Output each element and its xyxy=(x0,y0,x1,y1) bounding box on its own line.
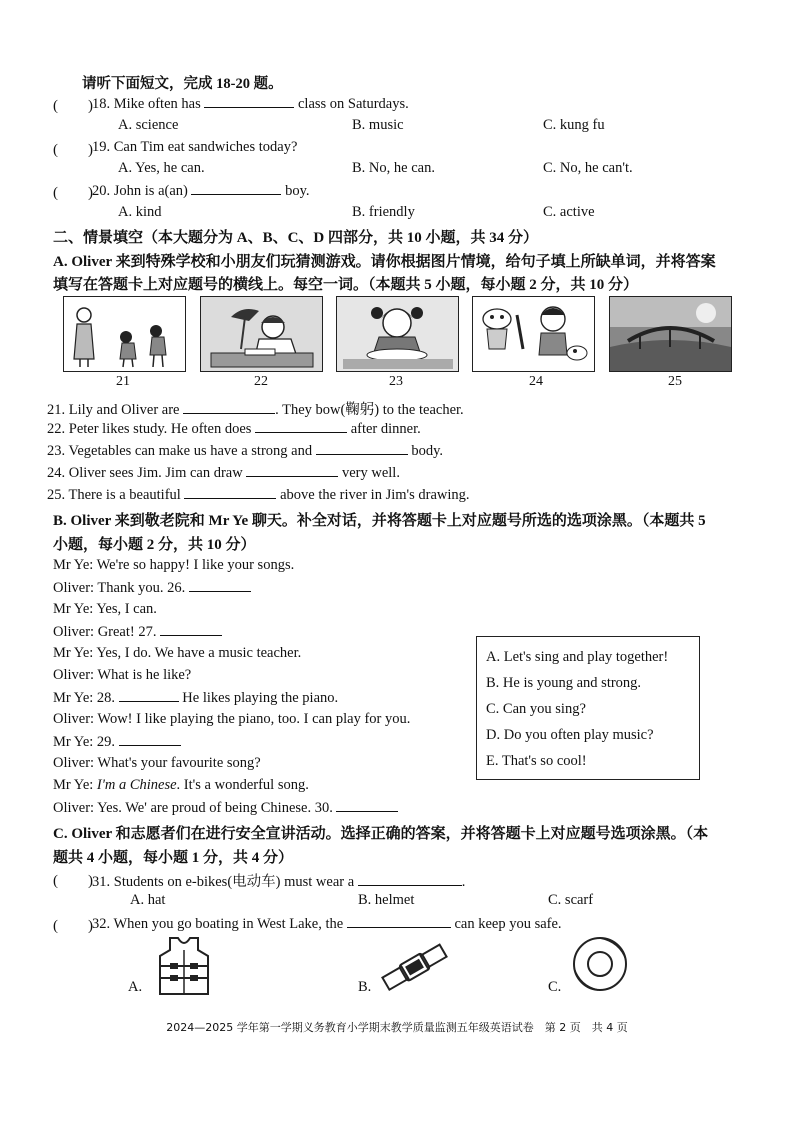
option-32a-label: A. xyxy=(128,979,143,995)
dialogue-line-10: Oliver: What's your favourite song? xyxy=(53,755,261,771)
dialogue-line-7 xyxy=(53,689,338,707)
question-32-stem: 32. When you go boating in West Lake, the xyxy=(92,916,344,932)
dialogue-option-a: A. Let's sing and play together! xyxy=(486,649,669,665)
answer-paren-18[interactable]: ( ) xyxy=(53,98,93,114)
answer-paren-19[interactable]: ( ) xyxy=(53,142,93,158)
question-18-stem-end: class on Saturdays. xyxy=(297,96,409,112)
dialogue-option-d: D. Do you often play music? xyxy=(486,727,654,743)
dialogue-option-b: B. He is young and strong. xyxy=(486,675,642,691)
picture-25 xyxy=(609,296,732,372)
sentence-22-after: after dinner. xyxy=(350,421,421,437)
partC-intro-line1: C. Oliver 和志愿者们在进行安全宣讲活动。选择正确的答案，并将答题卡上对应题号选项涂黑。（本 xyxy=(53,826,709,842)
partA-intro-line2: 填写在答题卡上对应题号的横线上。每空一词。（本题共 5 小题，每小题 2 分，共 10 分） xyxy=(53,277,639,293)
picture-24 xyxy=(472,296,595,372)
sentence-21 xyxy=(47,398,464,419)
life-buoy-icon[interactable] xyxy=(570,934,630,994)
option-31b: B. helmet xyxy=(358,892,415,908)
sentence-24-before: 24. Oliver sees Jim. Jim can draw xyxy=(47,465,243,481)
section2-title: 二、情景填空（本大题分为 A、B、C、D 四部分，共 10 小题，共 34 分） xyxy=(53,230,539,246)
question-18-stem: 18. Mike often has xyxy=(92,96,201,112)
dialogue-option-c: C. Can you sing? xyxy=(486,701,586,717)
girl-eating-vegetables-icon xyxy=(337,297,458,371)
blank-24[interactable] xyxy=(246,464,338,477)
option-19b: B. No, he can. xyxy=(352,160,435,176)
dialogue-line-4 xyxy=(53,623,222,641)
teacher-and-kids-bowing-icon xyxy=(64,297,185,371)
sentence-23-before: 23. Vegetables can make us have a strong and xyxy=(47,443,313,459)
dialogue-option-e: E. That's so cool! xyxy=(486,753,587,769)
blank-27[interactable] xyxy=(160,623,222,636)
option-31a: A. hat xyxy=(130,892,166,908)
blank-23[interactable] xyxy=(316,442,408,455)
bridge-over-river-icon xyxy=(610,297,731,371)
question-18 xyxy=(92,95,409,113)
partB-intro-line2: 小题，每小题 2 分，共 10 分） xyxy=(53,537,256,553)
option-20b: B. friendly xyxy=(352,204,415,220)
seat-belt-buckle-icon[interactable] xyxy=(380,940,450,996)
blank-30[interactable] xyxy=(336,799,398,812)
partB-intro-line1: B. Oliver 来到敬老院和 Mr Ye 聊天。补全对话，并将答题卡上对应题号所选的选项涂黑。（本题共 5 xyxy=(53,513,706,529)
dialogue-line-12 xyxy=(53,799,398,817)
sentence-21-after: . They bow(鞠躬) to the teacher. xyxy=(275,402,464,418)
sentence-25-after: above the river in Jim's drawing. xyxy=(280,487,470,503)
answer-paren-20[interactable]: ( ) xyxy=(53,185,93,201)
blank-20[interactable] xyxy=(191,182,281,195)
question-19: 19. Can Tim eat sandwiches today? xyxy=(92,139,298,155)
answer-paren-31[interactable]: ( ) xyxy=(53,873,93,889)
blank-31[interactable] xyxy=(358,873,462,886)
picture-number-21: 21 xyxy=(116,374,130,389)
sentence-22 xyxy=(47,420,421,438)
option-32b-label: B. xyxy=(358,979,372,995)
dialogue-line-7-text: Mr Ye: 28. xyxy=(53,690,116,706)
dialogue-line-7-after: He likes playing the piano. xyxy=(182,690,339,706)
partC-intro-line2: 题共 4 小题，每小题 1 分，共 4 分） xyxy=(53,850,294,866)
page-footer: 2024—2025 学年第一学期义务教育小学期末教学质量监测五年级英语试卷 第 2 页 共 4 页 xyxy=(166,1021,628,1034)
question-20 xyxy=(92,182,310,200)
sentence-25-before: 25. There is a beautiful xyxy=(47,487,181,503)
dialogue-line-3: Mr Ye: Yes, I can. xyxy=(53,601,157,617)
picture-21 xyxy=(63,296,186,372)
dialogue-line-1: Mr Ye: We're so happy! I like your songs. xyxy=(53,557,295,573)
song-title: I'm a Chinese xyxy=(96,777,177,793)
question-31-end: . xyxy=(461,874,466,890)
picture-number-22: 22 xyxy=(254,374,268,389)
dialogue-line-2 xyxy=(53,579,251,597)
blank-21[interactable] xyxy=(183,401,275,414)
blank-28[interactable] xyxy=(119,689,179,702)
sentence-23-after: body. xyxy=(411,443,444,459)
blank-32[interactable] xyxy=(347,915,451,928)
picture-number-25: 25 xyxy=(668,374,682,389)
option-31c: C. scarf xyxy=(548,892,594,908)
question-31 xyxy=(92,870,465,891)
question-20-stem: 20. John is a(an) xyxy=(92,183,188,199)
blank-25[interactable] xyxy=(184,486,276,499)
sentence-24-after: very well. xyxy=(341,465,400,481)
dialogue-line-12-text: Oliver: Yes. We' are proud of being Chinese. 30. xyxy=(53,800,333,816)
dialogue-line-8: Oliver: Wow! I like playing the piano, too. I can play for you. xyxy=(53,711,411,727)
option-19a: A. Yes, he can. xyxy=(118,160,205,176)
blank-26[interactable] xyxy=(189,579,251,592)
dialogue-options-box xyxy=(476,636,700,780)
picture-number-24: 24 xyxy=(529,374,543,389)
dialogue-line-4-text: Oliver: Great! 27. xyxy=(53,624,157,640)
sentence-25 xyxy=(47,486,470,504)
picture-number-23: 23 xyxy=(389,374,403,389)
option-32c-label: C. xyxy=(548,979,562,995)
question-32 xyxy=(92,915,562,933)
picture-23 xyxy=(336,296,459,372)
option-20a: A. kind xyxy=(118,204,162,220)
option-19c: C. No, he can't. xyxy=(543,160,633,176)
dialogue-line-5: Mr Ye: Yes, I do. We have a music teacher. xyxy=(53,645,302,661)
dialogue-line-9-text: Mr Ye: 29. xyxy=(53,734,116,750)
question-31-stem: 31. Students on e-bikes(电动车) must wear a xyxy=(92,874,355,890)
blank-22[interactable] xyxy=(255,420,347,433)
dialogue-line-9 xyxy=(53,733,181,751)
blank-29[interactable] xyxy=(119,733,181,746)
listen-intro: 请听下面短文，完成 18-20 题。 xyxy=(82,76,283,92)
option-18b: B. music xyxy=(352,117,404,133)
boy-drawing-picture-icon xyxy=(473,297,594,371)
sentence-23 xyxy=(47,442,443,460)
picture-22 xyxy=(200,296,323,372)
sentence-22-before: 22. Peter likes study. He often does xyxy=(47,421,252,437)
sentence-21-before: 21. Lily and Oliver are xyxy=(47,402,180,418)
option-18a: A. science xyxy=(118,117,179,133)
boy-doing-homework-icon xyxy=(201,297,322,371)
sentence-24 xyxy=(47,464,400,482)
question-20-stem-end: boy. xyxy=(285,183,310,199)
dialogue-line-11 xyxy=(53,777,309,794)
dialogue-line-2-text: Oliver: Thank you. 26. xyxy=(53,580,186,596)
option-20c: C. active xyxy=(543,204,595,220)
question-32-end: can keep you safe. xyxy=(454,916,562,932)
dialogue-line-11-text: Mr Ye: xyxy=(53,777,97,793)
life-jacket-icon[interactable] xyxy=(156,936,212,996)
blank-18[interactable] xyxy=(204,95,294,108)
answer-paren-32[interactable]: ( ) xyxy=(53,918,93,934)
partA-intro-line1: A. Oliver 来到特殊学校和小朋友们玩猜测游戏。请你根据图片情境，给句子填上所缺单词，并将答案 xyxy=(53,254,716,270)
dialogue-line-11-after: . It's a wonderful song. xyxy=(176,777,309,793)
option-18c: C. kung fu xyxy=(543,117,605,133)
dialogue-line-6: Oliver: What is he like? xyxy=(53,667,192,683)
